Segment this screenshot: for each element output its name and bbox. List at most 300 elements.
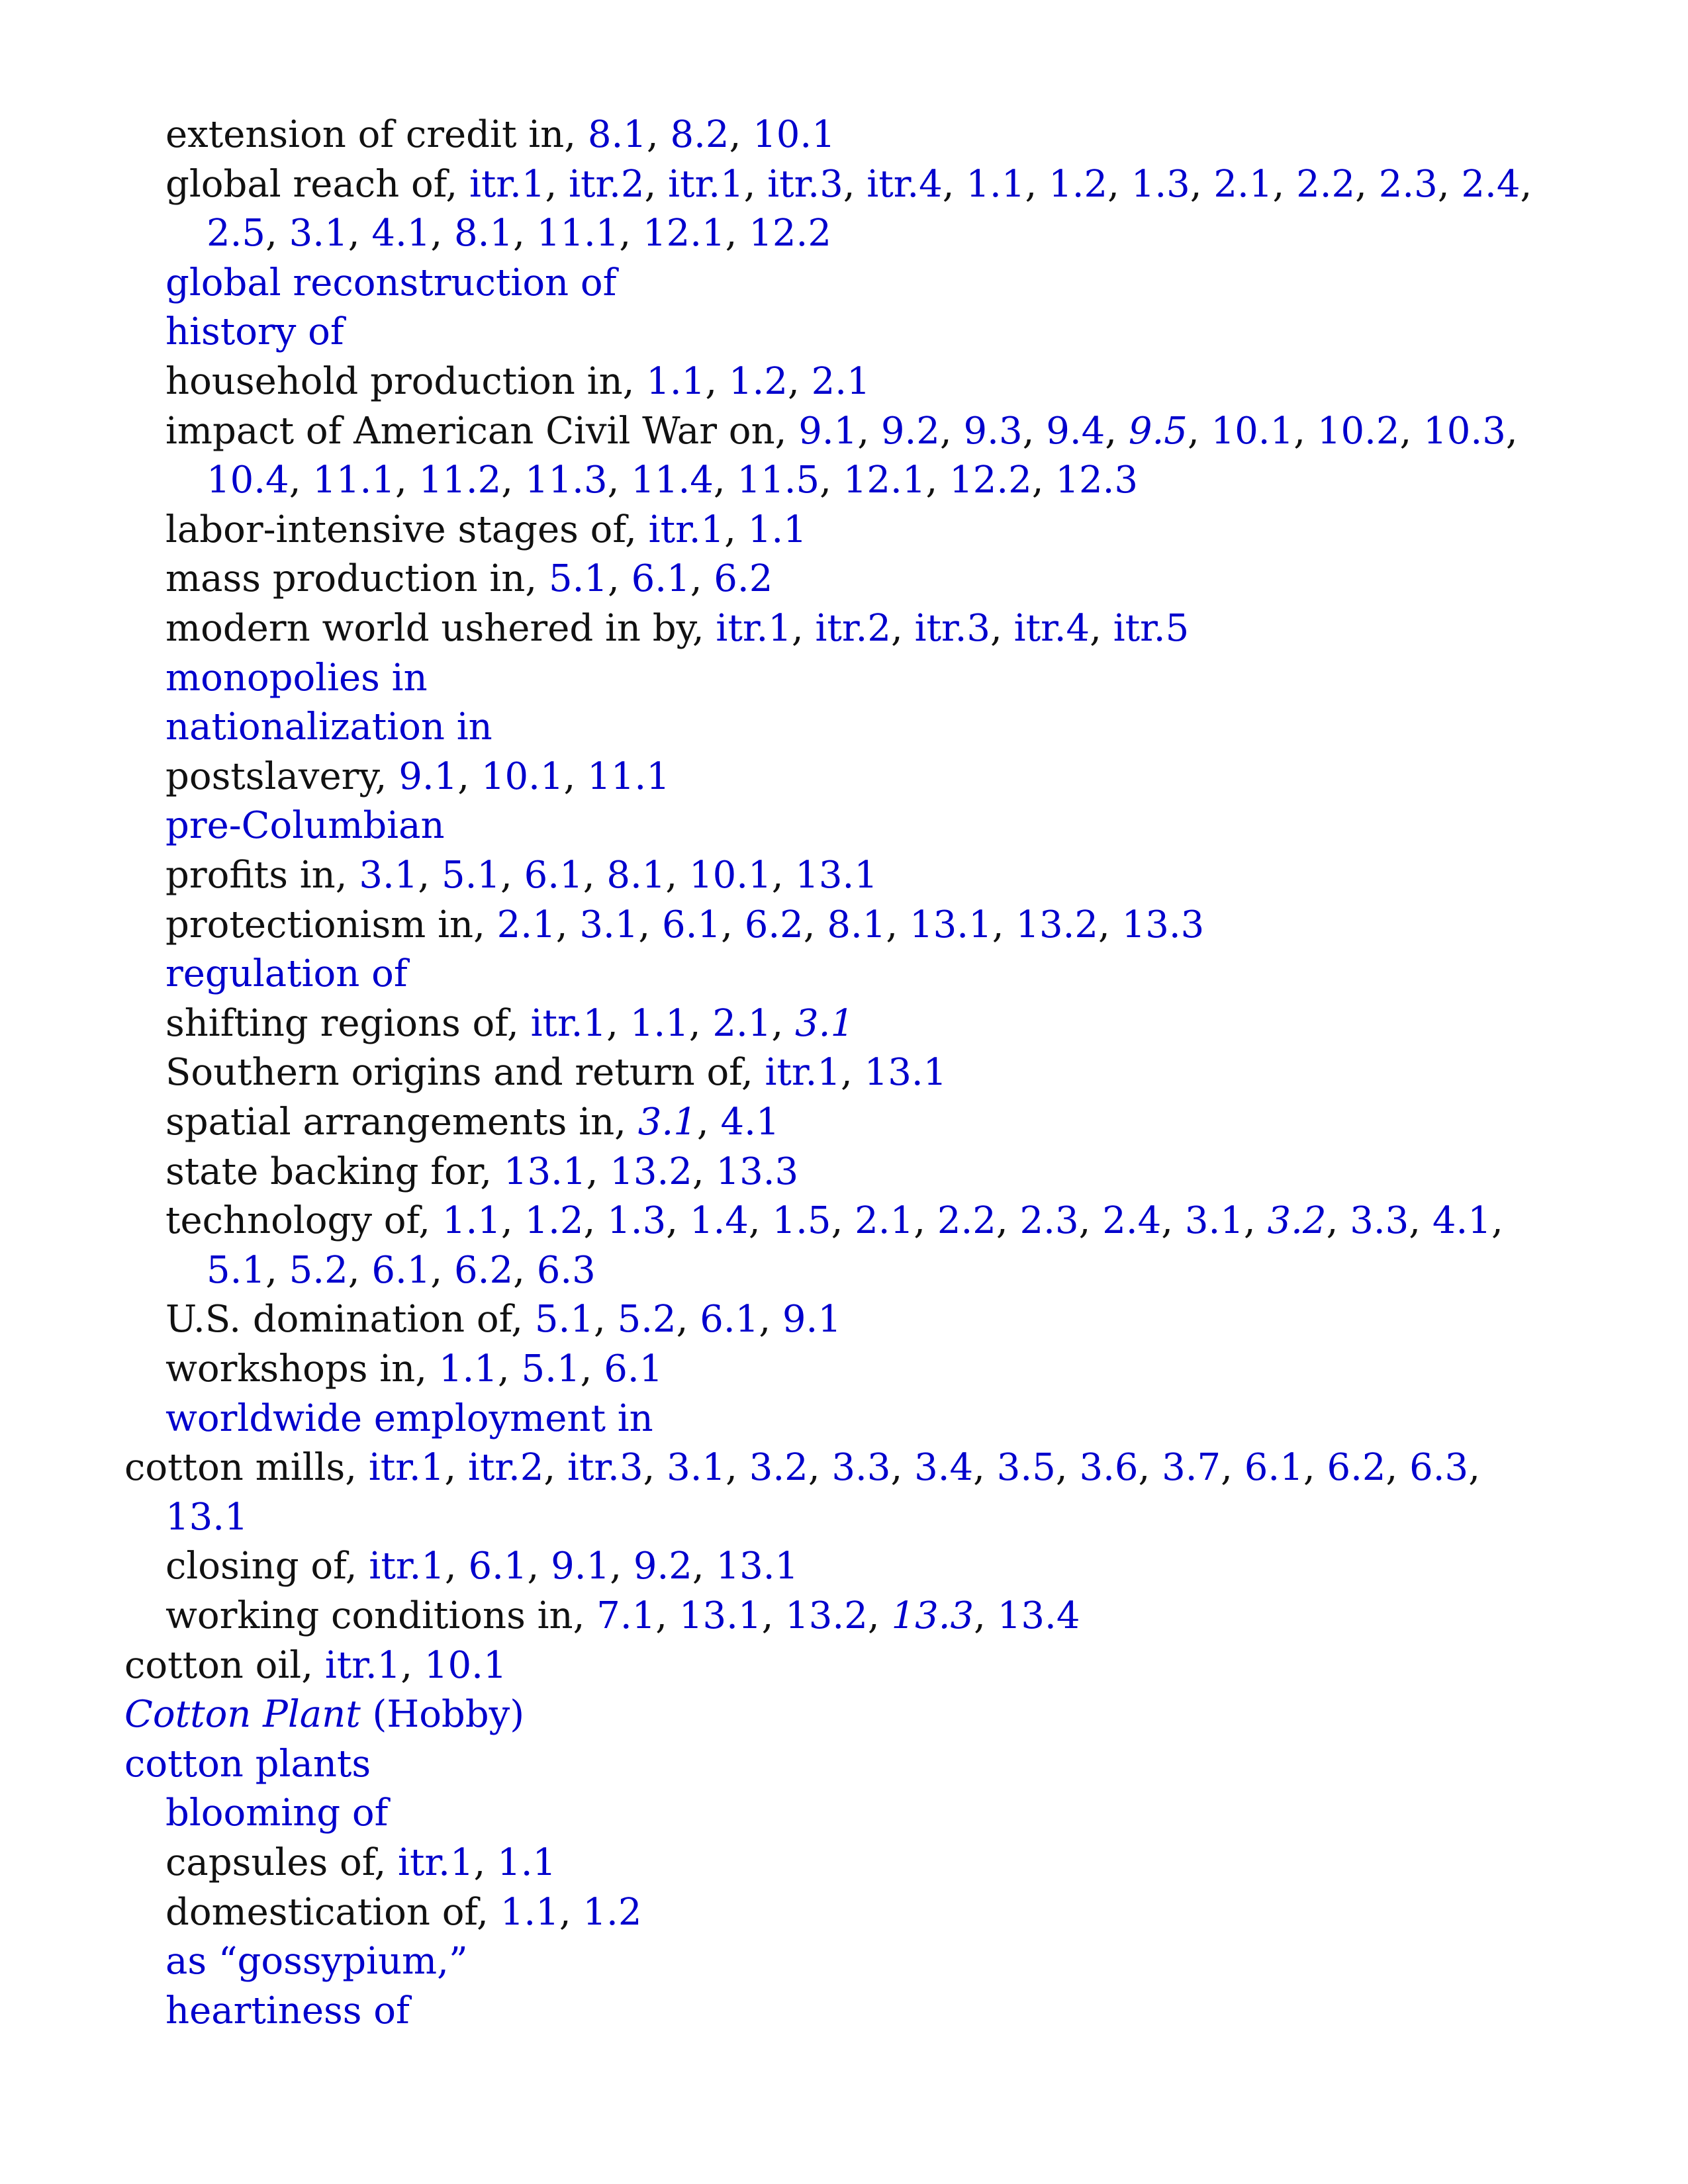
index-entry xyxy=(0,1641,1688,1690)
index-text: , xyxy=(457,754,481,798)
index-link[interactable]: itr.1 xyxy=(530,1001,607,1045)
index-text: capsules of, xyxy=(165,1841,399,1884)
index-text: , xyxy=(890,607,915,650)
index-link[interactable]: 9.4 xyxy=(1046,409,1105,453)
index-link[interactable]: 1.1 xyxy=(442,1199,501,1243)
index-text: technology of, xyxy=(165,1199,442,1243)
index-link[interactable]: 8.1 xyxy=(827,903,886,946)
index-text: labor-intensive stages of, xyxy=(165,508,649,551)
index-link[interactable]: 8.2 xyxy=(670,113,729,156)
index-link[interactable]: history of xyxy=(165,310,344,354)
index-link[interactable]: as “gossypium,” xyxy=(165,1940,468,1983)
index-link[interactable]: 8.1 xyxy=(454,212,514,255)
index-link[interactable]: 12.1 xyxy=(642,212,726,255)
index-link[interactable]: 6.3 xyxy=(536,1248,596,1292)
index-text: , xyxy=(1491,1199,1503,1243)
index-text: shifting regions of, xyxy=(165,1001,531,1045)
index-text: , xyxy=(843,162,867,206)
index-link[interactable]: 2.1 xyxy=(855,1199,914,1243)
index-entry xyxy=(0,1739,1688,1789)
index-text: , xyxy=(543,1446,567,1490)
index-text: , xyxy=(831,1199,855,1243)
index-link[interactable]: 8.1 xyxy=(587,113,647,156)
index-link[interactable]: 1.3 xyxy=(607,1199,667,1243)
index-link[interactable]: 1.1 xyxy=(500,1890,559,1934)
index-link[interactable]: 3.4 xyxy=(914,1446,974,1490)
index-link[interactable]: 2.2 xyxy=(1296,162,1356,206)
index-text: , xyxy=(1090,607,1113,650)
index-text: profits in, xyxy=(165,854,359,897)
index-text: , xyxy=(643,1446,667,1490)
index-entry xyxy=(0,604,1688,653)
index-entry xyxy=(0,702,1688,752)
index-link[interactable]: 3.3 xyxy=(1350,1199,1409,1243)
index-entry xyxy=(0,1492,1688,1542)
index-link[interactable]: 3.1 xyxy=(579,903,639,946)
index-link[interactable]: 13.1 xyxy=(795,854,878,897)
index-link[interactable]: itr.4 xyxy=(867,162,943,206)
index-text: , xyxy=(1055,1446,1080,1490)
index-text: , xyxy=(1105,409,1129,453)
index-entry xyxy=(0,1888,1688,1937)
index-text: , xyxy=(418,854,442,897)
index-link[interactable]: 3.2 xyxy=(749,1446,808,1490)
index-text: , xyxy=(1138,1446,1162,1490)
index-entry xyxy=(0,1788,1688,1838)
index-link[interactable]: 6.1 xyxy=(1244,1446,1303,1490)
index-link[interactable]: itr.1 xyxy=(369,1545,445,1588)
index-link[interactable]: 10.1 xyxy=(481,754,564,798)
index-link[interactable]: 5.1 xyxy=(521,1347,581,1390)
index-text: , xyxy=(808,1446,832,1490)
index-link[interactable]: 13.3 xyxy=(891,1594,974,1637)
index-link[interactable]: 2.3 xyxy=(1019,1199,1079,1243)
index-link[interactable]: global reconstruction of xyxy=(165,261,617,304)
index-link[interactable]: nationalization in xyxy=(165,705,492,749)
index-link[interactable]: itr.3 xyxy=(914,607,991,650)
index-entry xyxy=(0,208,1688,258)
index-text: , xyxy=(563,754,588,798)
index-entry xyxy=(0,1838,1688,1888)
index-link[interactable]: 3.1 xyxy=(795,1001,855,1045)
index-link[interactable]: 13.2 xyxy=(1015,903,1099,946)
index-link[interactable]: 2.1 xyxy=(496,903,556,946)
index-link[interactable]: 2.4 xyxy=(1102,1199,1162,1243)
index-link[interactable]: 9.1 xyxy=(782,1298,841,1342)
index-link[interactable]: 9.2 xyxy=(880,409,940,453)
index-entry xyxy=(0,1295,1688,1344)
index-link[interactable]: 3.1 xyxy=(1184,1199,1244,1243)
index-text: working conditions in, xyxy=(165,1594,597,1637)
index-link[interactable]: 12.2 xyxy=(949,459,1032,502)
index-text: , xyxy=(586,1150,610,1193)
index-link[interactable]: itr.1 xyxy=(668,162,744,206)
index-link[interactable]: 13.2 xyxy=(785,1594,868,1637)
index-link[interactable]: 5.2 xyxy=(289,1248,348,1292)
index-text: , xyxy=(501,459,525,502)
index-link[interactable]: 1.5 xyxy=(772,1199,831,1243)
index-entry xyxy=(0,850,1688,900)
index-link[interactable]: 2.3 xyxy=(1378,162,1438,206)
index-link[interactable]: 10.1 xyxy=(753,113,835,156)
index-text: , xyxy=(289,459,313,502)
index-entry xyxy=(0,406,1688,456)
index-text: , xyxy=(973,1446,997,1490)
index-text: , xyxy=(729,113,753,156)
index-entry xyxy=(0,357,1688,406)
index-link[interactable]: 1.3 xyxy=(1131,162,1190,206)
index-link[interactable]: 1.1 xyxy=(646,360,706,403)
index-link[interactable]: 1.2 xyxy=(1049,162,1108,206)
index-text: , xyxy=(939,409,964,453)
index-link[interactable]: 3.1 xyxy=(289,212,348,255)
index-text: impact of American Civil War on, xyxy=(165,409,799,453)
index-text: , xyxy=(724,508,748,551)
index-entry xyxy=(0,999,1688,1048)
index-link[interactable]: 3.6 xyxy=(1079,1446,1139,1490)
index-link[interactable]: 11.1 xyxy=(312,459,395,502)
index-text: , xyxy=(890,1446,915,1490)
index-link[interactable]: Cotton Plant xyxy=(124,1693,361,1737)
index-link[interactable]: 6.2 xyxy=(744,903,804,946)
index-link[interactable]: 6.1 xyxy=(700,1298,759,1342)
index-entry xyxy=(0,653,1688,703)
index-text: , xyxy=(725,212,749,255)
index-link[interactable]: 3.1 xyxy=(667,1446,726,1490)
index-entry xyxy=(0,1048,1688,1097)
index-link[interactable]: 6.2 xyxy=(454,1248,514,1292)
index-entry xyxy=(0,110,1688,159)
index-link[interactable]: 4.1 xyxy=(720,1101,780,1144)
index-link[interactable]: 10.3 xyxy=(1423,409,1506,453)
index-link[interactable]: 2.1 xyxy=(1213,162,1273,206)
index-text: , xyxy=(1098,903,1122,946)
index-text: , xyxy=(265,1248,289,1292)
index-link[interactable]: 9.1 xyxy=(798,409,858,453)
index-link[interactable]: (Hobby) xyxy=(360,1693,525,1737)
index-link[interactable]: 13.1 xyxy=(503,1150,586,1193)
index-link[interactable]: 9.5 xyxy=(1128,409,1188,453)
index-text: , xyxy=(1385,1446,1410,1490)
index-link[interactable]: 9.1 xyxy=(399,754,458,798)
index-entry xyxy=(0,1986,1688,2036)
index-text: domestication of, xyxy=(165,1890,500,1934)
index-text: , xyxy=(690,557,714,601)
index-text: , xyxy=(1190,162,1214,206)
index-text: , xyxy=(787,360,812,403)
index-text: , xyxy=(743,162,768,206)
index-text: , xyxy=(1187,409,1211,453)
index-entry xyxy=(0,1196,1688,1246)
index-text: , xyxy=(1355,162,1379,206)
index-entry xyxy=(0,159,1688,209)
index-link[interactable]: 2.1 xyxy=(811,360,870,403)
index-text: modern world ushered in by, xyxy=(165,607,716,650)
index-text: , xyxy=(583,1199,608,1243)
index-text: , xyxy=(840,1051,865,1095)
index-text: , xyxy=(990,607,1014,650)
index-link[interactable]: itr.5 xyxy=(1113,607,1190,650)
index-link[interactable]: 2.4 xyxy=(1461,162,1521,206)
index-text: , xyxy=(500,854,524,897)
index-link[interactable]: 13.3 xyxy=(1121,903,1205,946)
index-link[interactable]: 1.1 xyxy=(497,1841,557,1884)
index-link[interactable]: 13.1 xyxy=(679,1594,762,1637)
index-link[interactable]: 10.2 xyxy=(1317,409,1400,453)
index-text: , xyxy=(580,1347,604,1390)
index-entry xyxy=(0,1147,1688,1197)
index-text: , xyxy=(1505,409,1518,453)
index-text: , xyxy=(500,1199,525,1243)
index-link[interactable]: 11.4 xyxy=(631,459,714,502)
index-link[interactable]: 8.1 xyxy=(606,854,666,897)
index-link[interactable]: 11.3 xyxy=(524,459,608,502)
index-entry xyxy=(0,801,1688,850)
index-text: , xyxy=(444,1545,469,1588)
index-link[interactable]: cotton plants xyxy=(124,1742,371,1786)
index-text: , xyxy=(820,459,843,502)
index-link[interactable]: 3.1 xyxy=(359,854,418,897)
index-link[interactable]: itr.2 xyxy=(467,1446,544,1490)
index-link[interactable]: 10.4 xyxy=(207,459,289,502)
index-text: Southern origins and return of, xyxy=(165,1051,765,1095)
index-text: , xyxy=(348,1248,372,1292)
index-link[interactable]: 1.1 xyxy=(966,162,1025,206)
index-text: , xyxy=(1161,1199,1185,1243)
index-text: , xyxy=(942,162,966,206)
index-link[interactable]: itr.1 xyxy=(648,508,725,551)
index-text: U.S. domination of, xyxy=(165,1298,535,1342)
index-link[interactable]: itr.4 xyxy=(1013,607,1090,650)
index-link[interactable]: worldwide employment in xyxy=(165,1396,653,1440)
index-text: , xyxy=(666,1199,690,1243)
index-link[interactable]: 13.2 xyxy=(610,1150,692,1193)
index-link[interactable]: 3.5 xyxy=(996,1446,1056,1490)
index-link[interactable]: 1.4 xyxy=(689,1199,749,1243)
index-text: , xyxy=(606,1001,630,1045)
index-link[interactable]: 2.1 xyxy=(712,1001,772,1045)
index-link[interactable]: 9.1 xyxy=(551,1545,610,1588)
index-link[interactable]: 10.1 xyxy=(1211,409,1294,453)
index-text: , xyxy=(1437,162,1462,206)
index-link[interactable]: itr.1 xyxy=(398,1841,474,1884)
index-link[interactable]: 10.1 xyxy=(424,1643,507,1687)
index-entry xyxy=(0,1690,1688,1739)
index-text: , xyxy=(655,1594,679,1637)
index-text: , xyxy=(914,1199,937,1243)
index-link[interactable]: 7.1 xyxy=(596,1594,656,1637)
index-link[interactable]: 12.2 xyxy=(749,212,831,255)
index-text: , xyxy=(513,212,537,255)
index-link[interactable]: itr.1 xyxy=(368,1446,445,1490)
index-link[interactable]: blooming of xyxy=(165,1792,389,1835)
index-text: household production in, xyxy=(165,360,647,403)
index-link[interactable]: 6.1 xyxy=(468,1545,528,1588)
index-link[interactable]: 11.1 xyxy=(536,212,620,255)
index-link[interactable]: itr.3 xyxy=(767,162,843,206)
index-entry xyxy=(0,554,1688,604)
index-link[interactable]: 6.1 xyxy=(662,903,722,946)
index-link[interactable]: 12.3 xyxy=(1055,459,1139,502)
index-link[interactable]: 13.3 xyxy=(716,1150,799,1193)
index-link[interactable]: itr.1 xyxy=(324,1643,401,1687)
index-text: , xyxy=(705,360,729,403)
index-entry xyxy=(0,1591,1688,1641)
index-link[interactable]: itr.2 xyxy=(815,607,891,650)
index-text: , xyxy=(638,903,663,946)
index-text: , xyxy=(395,459,419,502)
index-text: , xyxy=(1243,1199,1268,1243)
index-text: , xyxy=(696,1101,721,1144)
index-text: , xyxy=(607,459,632,502)
index-link[interactable]: 1.1 xyxy=(747,508,807,551)
index-text: , xyxy=(400,1643,424,1687)
index-link[interactable]: 1.2 xyxy=(524,1199,584,1243)
index-text: global reach of, xyxy=(165,162,469,206)
index-text: , xyxy=(497,1347,522,1390)
index-link[interactable]: 6.1 xyxy=(631,557,690,601)
index-entry xyxy=(0,455,1688,505)
index-link[interactable]: 3.3 xyxy=(831,1446,891,1490)
index-text: , xyxy=(992,903,1016,946)
index-link[interactable]: 1.2 xyxy=(728,360,788,403)
index-text: , xyxy=(559,1890,583,1934)
index-link[interactable]: 5.2 xyxy=(617,1298,677,1342)
index-link[interactable]: 5.1 xyxy=(207,1248,266,1292)
index-text: , xyxy=(430,212,455,255)
index-link[interactable]: 13.1 xyxy=(716,1545,799,1588)
index-link[interactable]: 6.2 xyxy=(1327,1446,1386,1490)
index-text: , xyxy=(713,459,737,502)
index-link[interactable]: 1.1 xyxy=(438,1347,498,1390)
index-text: postslavery, xyxy=(165,754,399,798)
index-text: , xyxy=(1468,1446,1480,1490)
index-link[interactable]: 9.2 xyxy=(633,1545,692,1588)
index-text: cotton mills, xyxy=(124,1446,369,1490)
index-entry xyxy=(0,1443,1688,1492)
index-text: , xyxy=(1520,162,1532,206)
index-link[interactable]: 9.3 xyxy=(963,409,1023,453)
index-link[interactable]: heartiness of xyxy=(165,1989,410,2032)
index-link[interactable]: 1.1 xyxy=(630,1001,689,1045)
index-text: , xyxy=(771,854,796,897)
index-entry xyxy=(0,1936,1688,1986)
index-text: , xyxy=(1293,409,1317,453)
index-link[interactable]: itr.3 xyxy=(567,1446,643,1490)
index-link[interactable]: 6.2 xyxy=(714,557,773,601)
index-text: , xyxy=(619,212,643,255)
index-text: , xyxy=(867,1594,892,1637)
index-link[interactable]: 6.1 xyxy=(604,1347,663,1390)
index-link[interactable]: 2.2 xyxy=(937,1199,996,1243)
index-text: , xyxy=(1031,459,1056,502)
index-link[interactable]: 13.1 xyxy=(864,1051,947,1095)
index-entry xyxy=(0,900,1688,950)
index-link[interactable]: 13.1 xyxy=(910,903,992,946)
index-text: state backing for, xyxy=(165,1150,504,1193)
index-link[interactable]: 13.4 xyxy=(997,1594,1080,1637)
index-text: , xyxy=(665,854,689,897)
index-link[interactable]: itr.2 xyxy=(569,162,645,206)
index-text: closing of, xyxy=(165,1545,369,1588)
index-link[interactable]: 6.3 xyxy=(1409,1446,1469,1490)
index-link[interactable]: 1.2 xyxy=(583,1890,642,1934)
index-text: , xyxy=(555,903,580,946)
index-text: , xyxy=(610,1545,633,1588)
index-link[interactable]: monopolies in xyxy=(165,656,428,700)
index-text: , xyxy=(644,162,669,206)
index-entry xyxy=(0,1394,1688,1443)
index-text: , xyxy=(974,1594,998,1637)
index-text: , xyxy=(759,1298,782,1342)
index-text: , xyxy=(771,1001,796,1045)
index-link[interactable]: 5.1 xyxy=(548,557,608,601)
index-link[interactable]: 5.1 xyxy=(534,1298,594,1342)
index-link[interactable]: 2.5 xyxy=(207,212,266,255)
index-link[interactable]: itr.1 xyxy=(469,162,545,206)
index-link[interactable]: 13.1 xyxy=(165,1495,248,1539)
index-link[interactable]: 10.1 xyxy=(689,854,772,897)
index-entry xyxy=(0,307,1688,357)
index-link[interactable]: 11.1 xyxy=(587,754,670,798)
index-link[interactable]: 6.1 xyxy=(371,1248,431,1292)
index-text: mass production in, xyxy=(165,557,549,601)
index-text: , xyxy=(265,212,289,255)
index-text: , xyxy=(473,1841,498,1884)
index-link[interactable]: 6.1 xyxy=(524,854,583,897)
index-text: , xyxy=(513,1248,537,1292)
index-link[interactable]: pre-Columbian xyxy=(165,804,445,848)
index-text: , xyxy=(1399,409,1424,453)
index-text: , xyxy=(527,1545,551,1588)
index-link[interactable]: 4.1 xyxy=(371,212,431,255)
index-entry xyxy=(0,752,1688,801)
index-link[interactable]: 11.5 xyxy=(737,459,820,502)
index-text: , xyxy=(1409,1199,1432,1243)
index-text: extension of credit in, xyxy=(165,113,588,156)
index-text: , xyxy=(1221,1446,1244,1490)
index-link[interactable]: itr.1 xyxy=(765,1051,841,1095)
index-text: , xyxy=(1078,1199,1103,1243)
index-text: , xyxy=(430,1248,455,1292)
index-text: , xyxy=(1326,1199,1350,1243)
index-text: , xyxy=(608,557,632,601)
index-text: , xyxy=(545,162,569,206)
index-text: , xyxy=(646,113,671,156)
index-text: , xyxy=(593,1298,618,1342)
index-link[interactable]: 5.1 xyxy=(441,854,501,897)
index-text: spatial arrangements in, xyxy=(165,1101,638,1144)
index-text: , xyxy=(857,409,881,453)
index-text: , xyxy=(676,1298,700,1342)
index-text: , xyxy=(726,1446,749,1490)
index-link[interactable]: regulation of xyxy=(165,952,408,996)
index-link[interactable]: 3.7 xyxy=(1162,1446,1221,1490)
index-entry xyxy=(0,1097,1688,1147)
index-entry xyxy=(0,1344,1688,1394)
index-link[interactable]: 3.2 xyxy=(1267,1199,1327,1243)
index-entry xyxy=(0,949,1688,999)
index-text: , xyxy=(444,1446,468,1490)
index-link[interactable]: itr.1 xyxy=(716,607,792,650)
index-text: , xyxy=(1272,162,1297,206)
index-link[interactable]: 3.1 xyxy=(637,1101,697,1144)
index-link[interactable]: 11.2 xyxy=(418,459,502,502)
index-text: , xyxy=(996,1199,1020,1243)
index-link[interactable]: 12.1 xyxy=(843,459,926,502)
index-link[interactable]: 4.1 xyxy=(1432,1199,1491,1243)
index-text: protectionism in, xyxy=(165,903,497,946)
